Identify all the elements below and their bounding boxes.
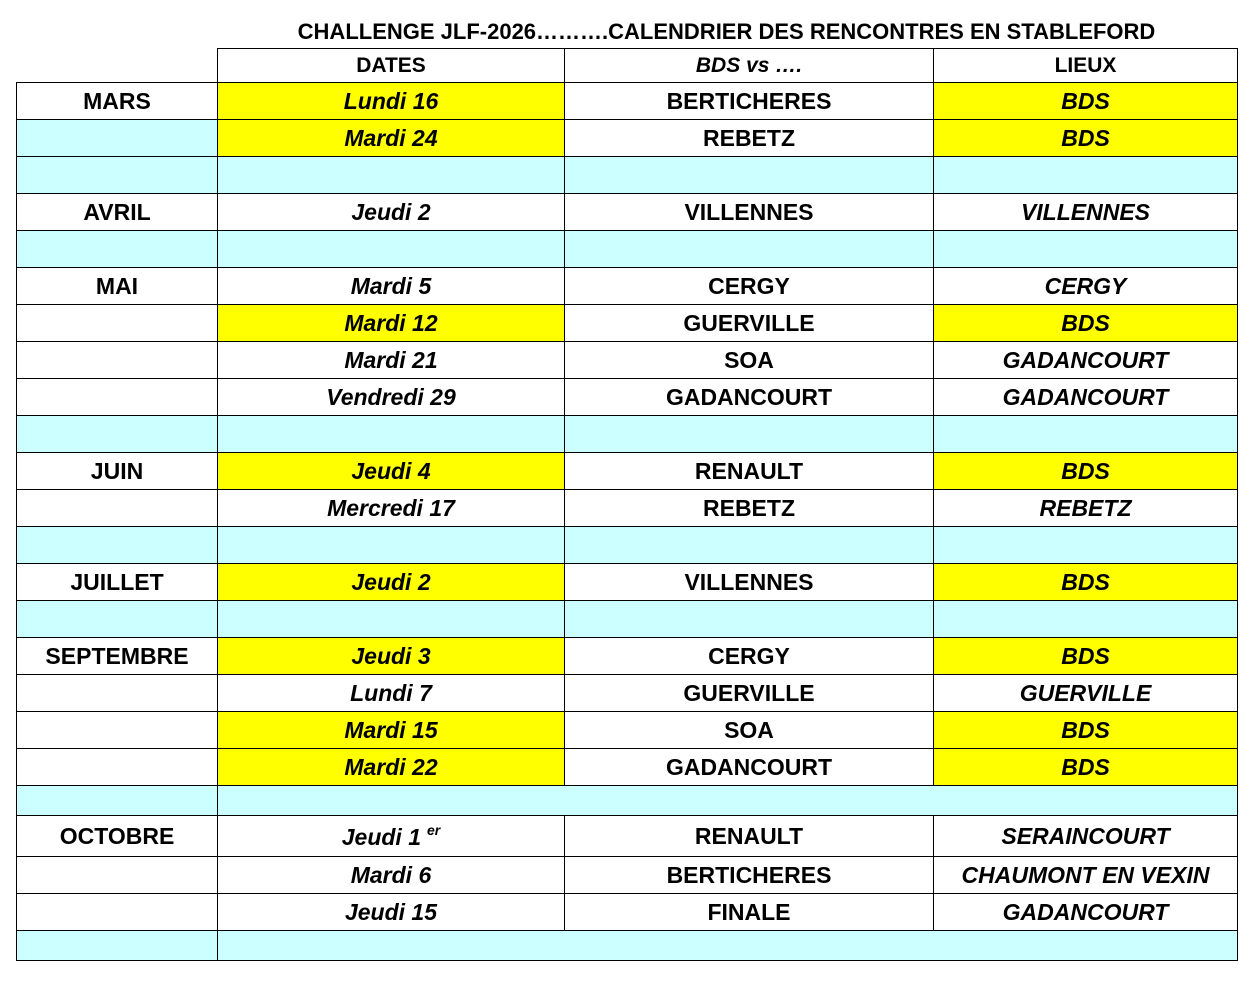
date-cell: Jeudi 2 xyxy=(218,194,565,231)
header-location: LIEUX xyxy=(934,49,1238,83)
month-cell xyxy=(17,675,218,712)
opponent-cell: CERGY xyxy=(565,268,934,305)
opponent-cell: CERGY xyxy=(565,638,934,675)
table-row xyxy=(17,564,1238,601)
separator-row xyxy=(17,157,1238,194)
location-cell: GUERVILLE xyxy=(934,675,1238,712)
table-row xyxy=(17,638,1238,675)
date-cell: Mardi 12 xyxy=(218,305,565,342)
location-cell: BDS xyxy=(934,453,1238,490)
table-row xyxy=(17,83,1238,120)
date-cell: Vendredi 29 xyxy=(218,379,565,416)
separator-row xyxy=(17,416,1238,453)
location-cell: GADANCOURT xyxy=(934,342,1238,379)
opponent-cell: REBETZ xyxy=(565,490,934,527)
opponent-cell: RENAULT xyxy=(565,816,934,857)
table-row xyxy=(17,342,1238,379)
table-row xyxy=(17,120,1238,157)
location-cell: BDS xyxy=(934,305,1238,342)
opponent-cell: RENAULT xyxy=(565,453,934,490)
separator-row xyxy=(17,786,1238,816)
date-cell: Mardi 21 xyxy=(218,342,565,379)
month-cell xyxy=(17,342,218,379)
page-title: CHALLENGE JLF-2026……….CALENDRIER DES RENCONTRES EN STABLEFORD xyxy=(297,19,1156,44)
location-cell: CHAUMONT EN VEXIN xyxy=(934,857,1238,894)
location-cell: GADANCOURT xyxy=(934,894,1238,931)
location-cell: BDS xyxy=(934,749,1238,786)
opponent-cell: VILLENNES xyxy=(565,194,934,231)
month-cell: AVRIL xyxy=(17,194,218,231)
month-cell: MAI xyxy=(17,268,218,305)
opponent-cell: BERTICHERES xyxy=(565,83,934,120)
location-cell: BDS xyxy=(934,638,1238,675)
month-cell xyxy=(17,712,218,749)
calendar-table xyxy=(16,48,1238,961)
table-row xyxy=(17,305,1238,342)
table-row xyxy=(17,816,1238,857)
date-cell: Jeudi 3 xyxy=(218,638,565,675)
opponent-cell: GADANCOURT xyxy=(565,749,934,786)
opponent-cell: VILLENNES xyxy=(565,564,934,601)
date-cell: Mardi 22 xyxy=(218,749,565,786)
header-blank-cell xyxy=(17,49,218,83)
location-cell: CERGY xyxy=(934,268,1238,305)
date-cell: Jeudi 15 xyxy=(218,894,565,931)
date-cell: Jeudi 4 xyxy=(218,453,565,490)
opponent-cell: GUERVILLE xyxy=(565,305,934,342)
separator-row xyxy=(17,231,1238,268)
date-cell: Mardi 5 xyxy=(218,268,565,305)
month-cell xyxy=(17,120,218,157)
opponent-cell: BERTICHERES xyxy=(565,857,934,894)
separator-row xyxy=(17,931,1238,961)
location-cell: BDS xyxy=(934,712,1238,749)
opponent-cell: GADANCOURT xyxy=(565,379,934,416)
table-row xyxy=(17,453,1238,490)
location-cell: GADANCOURT xyxy=(934,379,1238,416)
month-cell xyxy=(17,490,218,527)
header-dates: DATES xyxy=(218,49,565,83)
opponent-cell: SOA xyxy=(565,712,934,749)
month-cell: JUILLET xyxy=(17,564,218,601)
table-row xyxy=(17,712,1238,749)
location-cell: VILLENNES xyxy=(934,194,1238,231)
opponent-cell: FINALE xyxy=(565,894,934,931)
location-cell: REBETZ xyxy=(934,490,1238,527)
table-row xyxy=(17,894,1238,931)
separator-row xyxy=(17,601,1238,638)
month-cell: JUIN xyxy=(17,453,218,490)
opponent-cell: REBETZ xyxy=(565,120,934,157)
location-cell: BDS xyxy=(934,564,1238,601)
month-cell xyxy=(17,857,218,894)
header-row xyxy=(17,49,1238,83)
month-cell: SEPTEMBRE xyxy=(17,638,218,675)
opponent-cell: SOA xyxy=(565,342,934,379)
month-cell xyxy=(17,894,218,931)
date-cell: Mardi 15 xyxy=(218,712,565,749)
table-row xyxy=(17,194,1238,231)
table-row xyxy=(17,749,1238,786)
table-row xyxy=(17,379,1238,416)
date-cell: Jeudi 2 xyxy=(218,564,565,601)
header-opponent: BDS vs …. xyxy=(565,49,934,83)
date-cell: Mardi 24 xyxy=(218,120,565,157)
date-cell: Mercredi 17 xyxy=(218,490,565,527)
table-row xyxy=(17,268,1238,305)
date-superscript: er xyxy=(427,821,441,838)
table-row xyxy=(17,675,1238,712)
location-cell: BDS xyxy=(934,120,1238,157)
table-row xyxy=(17,857,1238,894)
date-cell: Mardi 6 xyxy=(218,857,565,894)
month-cell: MARS xyxy=(17,83,218,120)
month-cell xyxy=(17,305,218,342)
date-cell: Lundi 16 xyxy=(218,83,565,120)
month-cell xyxy=(17,749,218,786)
opponent-cell: GUERVILLE xyxy=(565,675,934,712)
location-cell: BDS xyxy=(934,83,1238,120)
month-cell xyxy=(17,379,218,416)
month-cell: OCTOBRE xyxy=(17,816,218,857)
date-cell xyxy=(218,816,565,857)
location-cell: SERAINCOURT xyxy=(934,816,1238,857)
date-text: Jeudi 1 xyxy=(341,823,422,850)
table-row xyxy=(17,490,1238,527)
separator-row xyxy=(17,527,1238,564)
date-cell: Lundi 7 xyxy=(218,675,565,712)
